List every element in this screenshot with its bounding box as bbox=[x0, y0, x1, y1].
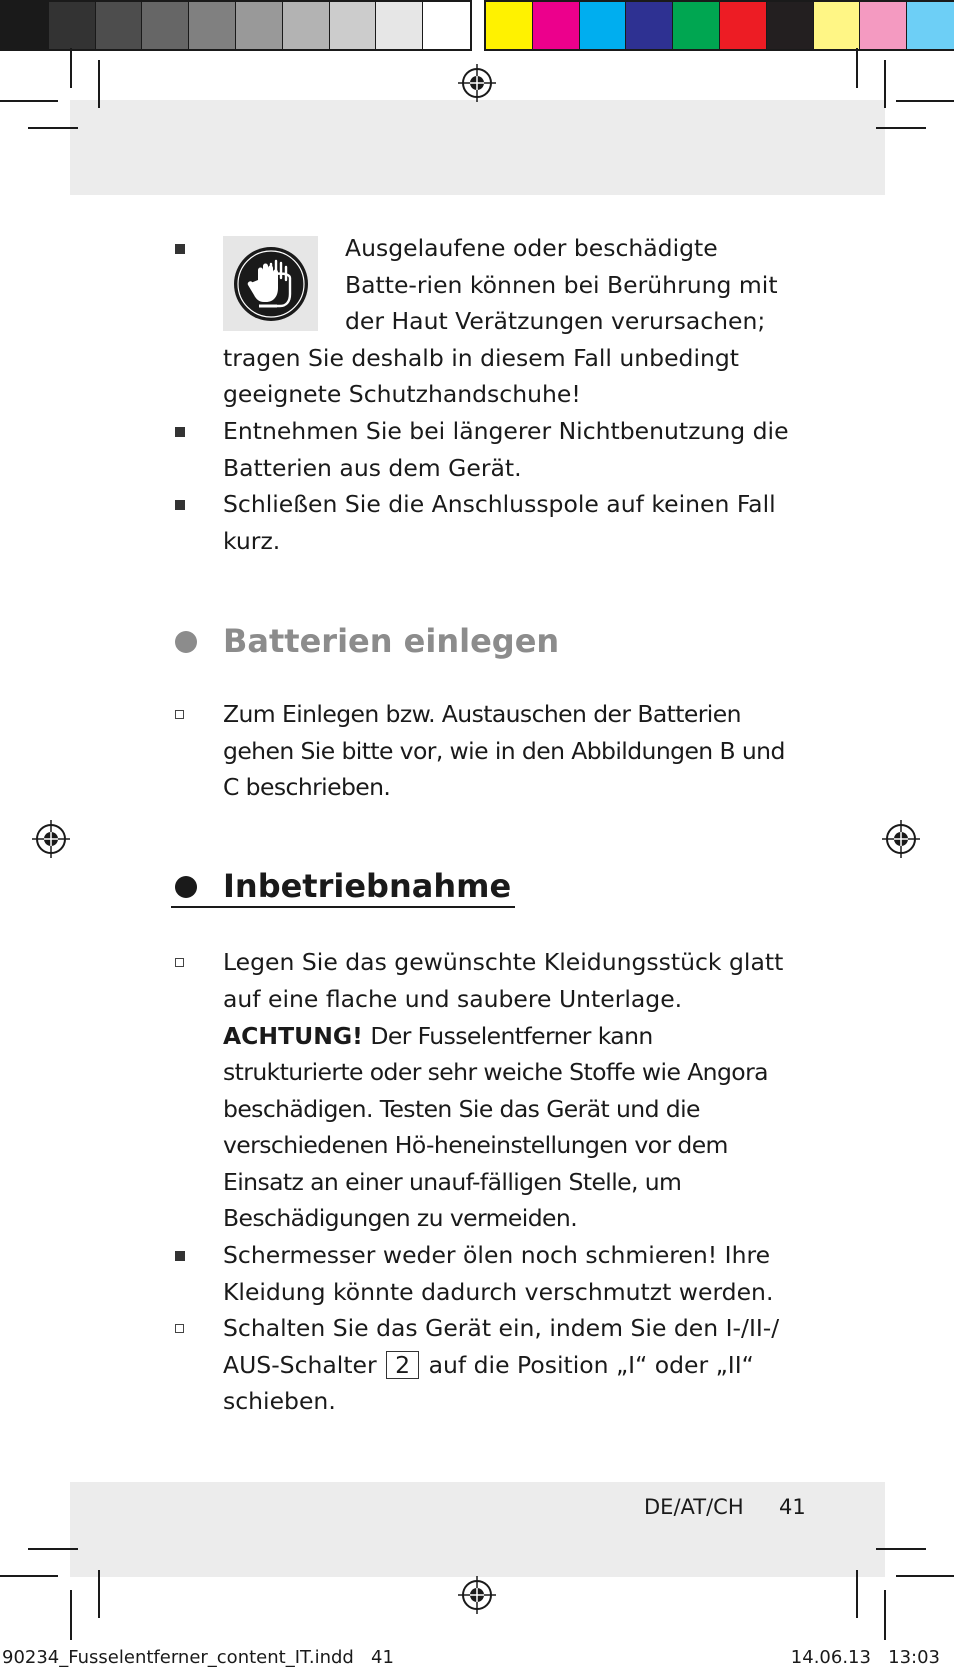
slug-filename: 90234_Fusselentferner_content_IT.indd 41 bbox=[2, 1647, 394, 1668]
safety-item-remove-batteries: Entnehmen Sie bei längerer Nichtbenutzung die Batterien aus dem Gerät. bbox=[171, 413, 791, 486]
grayscale-color-bar bbox=[0, 0, 472, 51]
registration-mark-icon bbox=[458, 1576, 496, 1614]
page-content bbox=[171, 230, 791, 1420]
process-color-swatch bbox=[626, 2, 673, 49]
footer-region: DE/AT/CH bbox=[644, 1495, 744, 1519]
process-color-swatch bbox=[720, 2, 767, 49]
square-bullet-icon bbox=[175, 1251, 185, 1261]
warning-label: ACHTUNG! bbox=[223, 1021, 363, 1050]
process-color-swatch bbox=[907, 2, 954, 49]
hollow-square-bullet-icon bbox=[175, 958, 184, 967]
page-footer bbox=[644, 1495, 806, 1519]
instruction-switch-on: Schalten Sie das Gerät ein, indem Sie den I-/II-/ AUS-Schalter 2 auf die Position „I“ oder „II“ schieben. bbox=[171, 1310, 791, 1420]
process-color-swatch bbox=[860, 2, 907, 49]
hollow-square-bullet-icon bbox=[175, 1324, 184, 1333]
grayscale-swatch bbox=[376, 2, 423, 49]
instruction-lay-garment: Legen Sie das gewünschte Kleidungsstück glatt auf eine flache und saubere Unterlage. ACHTUNG! Der Fusselentferner kann strukturierte oder sehr weiche Stoffe wie Angora beschädigen. Testen Sie das Gerät und die verschiedenen Hö-heneinstellungen vor dem Einsatz an einer unauf-fälligen Stelle, um Beschädigungen zu vermeiden. bbox=[171, 944, 791, 1237]
safety-item-blades: Schermesser weder ölen noch schmieren! Ihre Kleidung könnte dadurch verschmutzt werden. bbox=[171, 1237, 791, 1310]
process-color-bar bbox=[484, 0, 954, 51]
part-reference-box: 2 bbox=[386, 1351, 419, 1379]
grayscale-swatch bbox=[283, 2, 330, 49]
heading-dot-icon bbox=[175, 631, 197, 653]
process-color-swatch bbox=[767, 2, 814, 49]
process-color-swatch bbox=[814, 2, 861, 49]
grayscale-swatch bbox=[423, 2, 470, 49]
process-color-swatch bbox=[486, 2, 533, 49]
process-color-swatch bbox=[673, 2, 720, 49]
safety-item-gloves: Ausgelaufene oder beschädigte Batte-rien können bei Berührung mit der Haut Verätzungen verursachen; tragen Sie deshalb in diesem Fall unbedingt geeignete Schutzhandschuhe! bbox=[171, 230, 791, 413]
square-bullet-icon bbox=[175, 427, 185, 437]
grayscale-swatch bbox=[49, 2, 96, 49]
grayscale-swatch bbox=[142, 2, 189, 49]
instruction-insert-batteries: Zum Einlegen bzw. Austauschen der Batterien gehen Sie bitte vor, wie in den Abbildungen B und C beschrieben. bbox=[171, 696, 791, 806]
square-bullet-icon bbox=[175, 500, 185, 510]
grayscale-swatch bbox=[330, 2, 377, 49]
hollow-square-bullet-icon bbox=[175, 710, 184, 719]
registration-mark-icon bbox=[458, 64, 496, 102]
page-number: 41 bbox=[778, 1495, 806, 1519]
registration-mark-icon bbox=[32, 820, 70, 858]
grayscale-swatch bbox=[2, 2, 49, 49]
heading-dot-icon bbox=[175, 876, 197, 898]
section-heading-commissioning: Inbetriebnahme bbox=[171, 868, 515, 909]
square-bullet-icon bbox=[175, 244, 185, 254]
protective-gloves-icon bbox=[223, 236, 318, 331]
grayscale-swatch bbox=[189, 2, 236, 49]
process-color-swatch bbox=[533, 2, 580, 49]
registration-mark-icon bbox=[882, 820, 920, 858]
grayscale-swatch bbox=[96, 2, 143, 49]
safety-item-short-circuit: Schließen Sie die Anschlusspole auf keinen Fall kurz. bbox=[171, 486, 791, 559]
header-band bbox=[70, 100, 885, 195]
process-color-swatch bbox=[580, 2, 627, 49]
grayscale-swatch bbox=[236, 2, 283, 49]
section-heading-insert-batteries: Batterien einlegen bbox=[171, 623, 791, 660]
slug-datetime: 14.06.13 13:03 bbox=[790, 1647, 940, 1668]
